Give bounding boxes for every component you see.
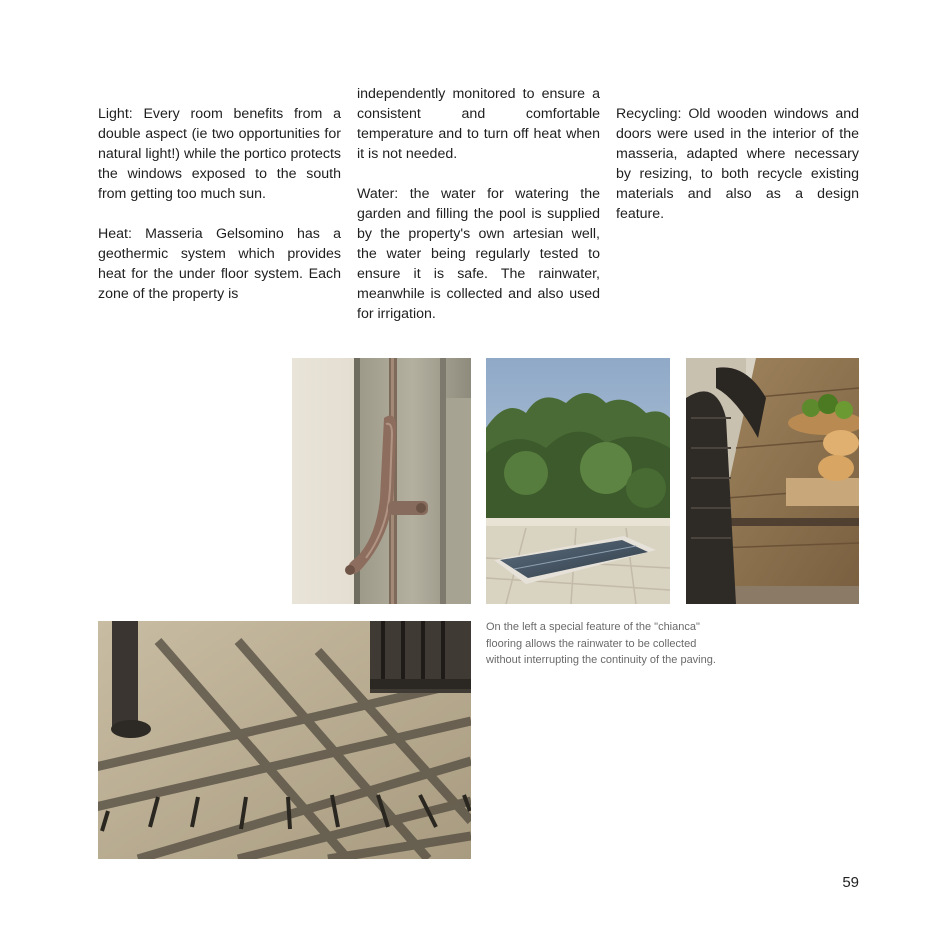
page-number: 59 xyxy=(842,874,859,891)
text-column-1 xyxy=(98,104,341,304)
photo-door-latch xyxy=(292,358,471,604)
paragraph-recycling: Recycling: Old wooden windows and doors were used in the interior of the masseria, adapted where necessary by resizing, to both recycle existing materials and also as a design feature. xyxy=(616,106,859,222)
photo-solar-panel xyxy=(486,358,670,604)
text-column-3 xyxy=(616,104,859,224)
photo-caption: On the left a special feature of the "chianca" flooring allows the rainwater to be collected without interrupting the continuity of the paving. xyxy=(486,621,716,666)
text-column-2 xyxy=(357,84,600,324)
photo-wooden-table xyxy=(686,358,859,604)
paragraph-water: Water: the water for watering the garden and filling the pool is supplied by the property's own artesian well, the water being regularly tested to ensure it is safe. The rainwater, meanwhile is collected and also used for irrigation. xyxy=(357,186,600,322)
photo-chianca-floor xyxy=(98,621,471,859)
paragraph-heat: Heat: Masseria Gelsomino has a geothermic system which provides heat for the under floor system. Each zone of the property is xyxy=(98,226,341,302)
paragraph-heat-continued: independently monitored to ensure a consistent and comfortable temperature and to turn off heat when it is not needed. xyxy=(357,86,600,162)
paragraph-light: Light: Every room benefits from a double aspect (ie two opportunities for natural light!) while the portico protects the windows exposed to the south from getting too much sun. xyxy=(98,106,341,202)
